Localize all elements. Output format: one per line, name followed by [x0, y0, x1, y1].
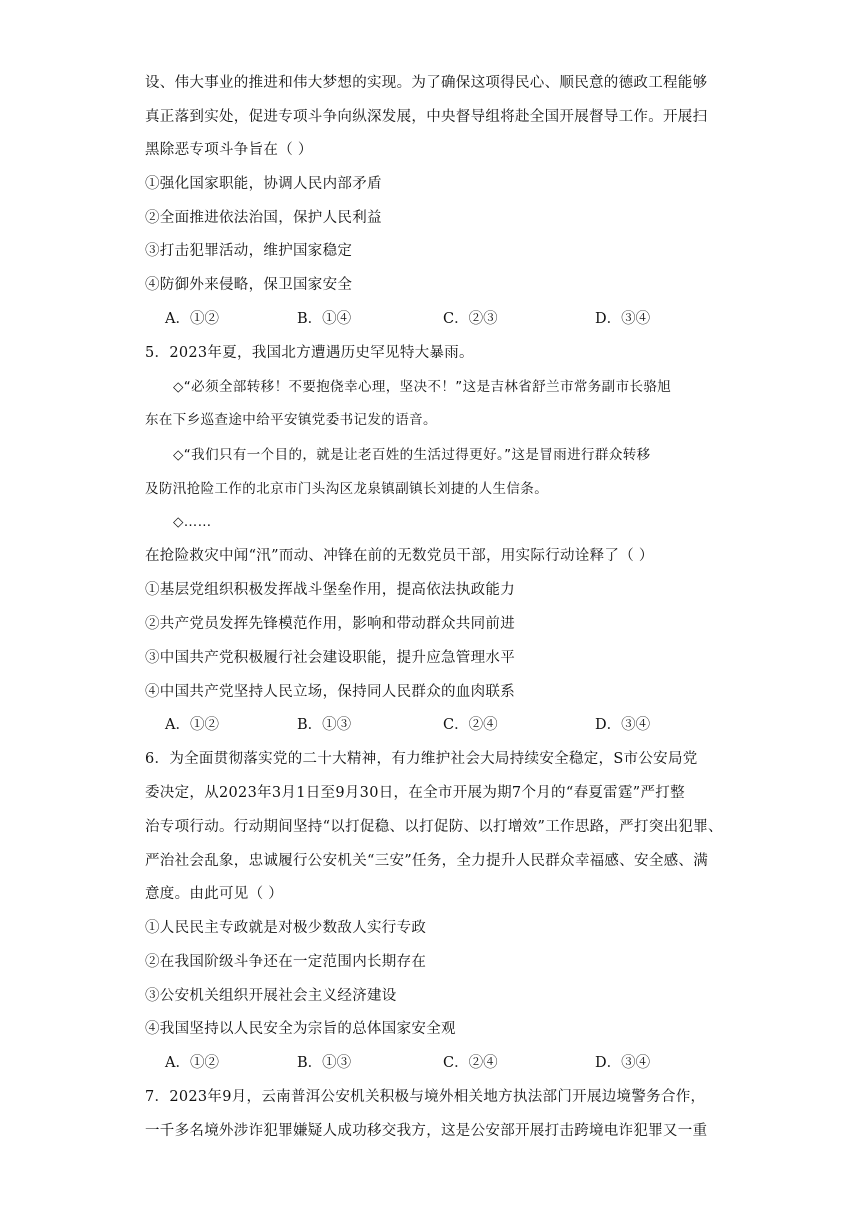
q5-statement-1: ①基层党组织积极发挥战斗堡垒作用，提高依法执政能力	[145, 582, 515, 598]
q5-quote-line-5: ◇……	[173, 514, 212, 530]
q4-stem-line-2: 真正落到实处，促进专项斗争向纵深发展，中央督导组将赴全国开展督导工作。开展扫	[145, 109, 708, 125]
q6-option-d[interactable]: D．③④	[595, 1055, 651, 1071]
q4-statement-4: ④防御外来侵略，保卫国家安全	[145, 277, 353, 293]
q4-option-d[interactable]: D．③④	[595, 311, 651, 327]
q6-stem-line-3: 治专项行动。行动期间坚持“以打促稳、以打促防、以打增效”工作思路，严打突出犯罪、	[145, 819, 723, 835]
q5-quote-line-4: 及防汛抢险工作的北京市门头沟区龙泉镇副镇长刘捷的人生信条。	[145, 481, 549, 497]
q4-options	[165, 309, 725, 329]
q5-option-c[interactable]: C．②④	[443, 717, 498, 733]
q5-statement-4: ④中国共产党坚持人民立场，保持同人民群众的血肉联系	[145, 684, 515, 700]
q7-stem-line-2: 一千多名境外涉诈犯罪嫌疑人成功移交我方，这是公安部开展打击跨境电诈犯罪又一重	[145, 1123, 708, 1139]
q6-stem-line-1: 6．为全面贯彻落实党的二十大精神，有力维护社会大局持续安全稳定，S市公安局党	[145, 751, 698, 767]
q6-stem-line-5: 意度。由此可见（ ）	[145, 886, 284, 902]
q4-option-a[interactable]: A．①②	[165, 311, 219, 327]
q6-statement-4: ④我国坚持以人民安全为宗旨的总体国家安全观	[145, 1021, 456, 1037]
q4-statement-2: ②全面推进依法治国，保护人民利益	[145, 210, 382, 226]
q5-quote-line-2: 东在下乡巡查途中给平安镇党委书记发的语音。	[145, 412, 437, 428]
q5-quote-line-1: ◇“必须全部转移！不要抱侥幸心理，坚决不！”这是吉林省舒兰市常务副市长骆旭	[173, 379, 672, 395]
q4-statement-3: ③打击犯罪活动，维护国家稳定	[145, 243, 353, 259]
q6-stem-line-2: 委决定，从2023年3月1日至9月30日，在全市开展为期7个月的“春夏雷霆”严打整	[145, 785, 685, 801]
q4-option-b[interactable]: B．①④	[297, 311, 352, 327]
q5-option-a[interactable]: A．①②	[165, 717, 219, 733]
q6-options	[165, 1053, 725, 1073]
q7-stem-line-1: 7．2023年9月，云南普洱公安机关积极与境外相关地方执法部门开展边境警务合作，	[145, 1089, 706, 1105]
q6-statement-3: ③公安机关组织开展社会主义经济建设	[145, 988, 397, 1004]
q6-stem-line-4: 严治社会乱象，忠诚履行公安机关“三安”任务，全力提升人民群众幸福感、安全感、满	[145, 853, 709, 869]
q5-statement-2: ②共产党员发挥先锋模范作用，影响和带动群众共同前进	[145, 616, 515, 632]
q4-stem-line-1: 设、伟大事业的推进和伟大梦想的实现。为了确保这项得民心、顺民意的德政工程能够	[145, 75, 708, 91]
q6-option-a[interactable]: A．①②	[165, 1055, 219, 1071]
q5-option-b[interactable]: B．①③	[297, 717, 352, 733]
q5-options	[165, 715, 725, 735]
q6-statement-2: ②在我国阶级斗争还在一定范围内长期存在	[145, 954, 427, 970]
q5-question: 在抢险救灾中闻“汛”而动、冲锋在前的无数党员干部，用实际行动诠释了（ ）	[145, 548, 654, 564]
q5-option-d[interactable]: D．③④	[595, 717, 651, 733]
q5-statement-3: ③中国共产党积极履行社会建设职能，提升应急管理水平	[145, 650, 515, 666]
q5-quote-line-3: ◇“我们只有一个目的，就是让老百姓的生活过得更好。”这是冒雨进行群众转移	[173, 447, 651, 463]
q4-option-c[interactable]: C．②③	[443, 311, 498, 327]
q6-option-b[interactable]: B．①③	[297, 1055, 352, 1071]
q6-option-c[interactable]: C．②④	[443, 1055, 498, 1071]
q4-stem-line-3: 黑除恶专项斗争旨在（ ）	[145, 142, 313, 158]
q4-statement-1: ①强化国家职能，协调人民内部矛盾	[145, 176, 382, 192]
q6-statement-1: ①人民民主专政就是对极少数敌人实行专政	[145, 920, 427, 936]
q5-stem: 5．2023年夏，我国北方遭遇历史罕见特大暴雨。	[145, 345, 474, 361]
